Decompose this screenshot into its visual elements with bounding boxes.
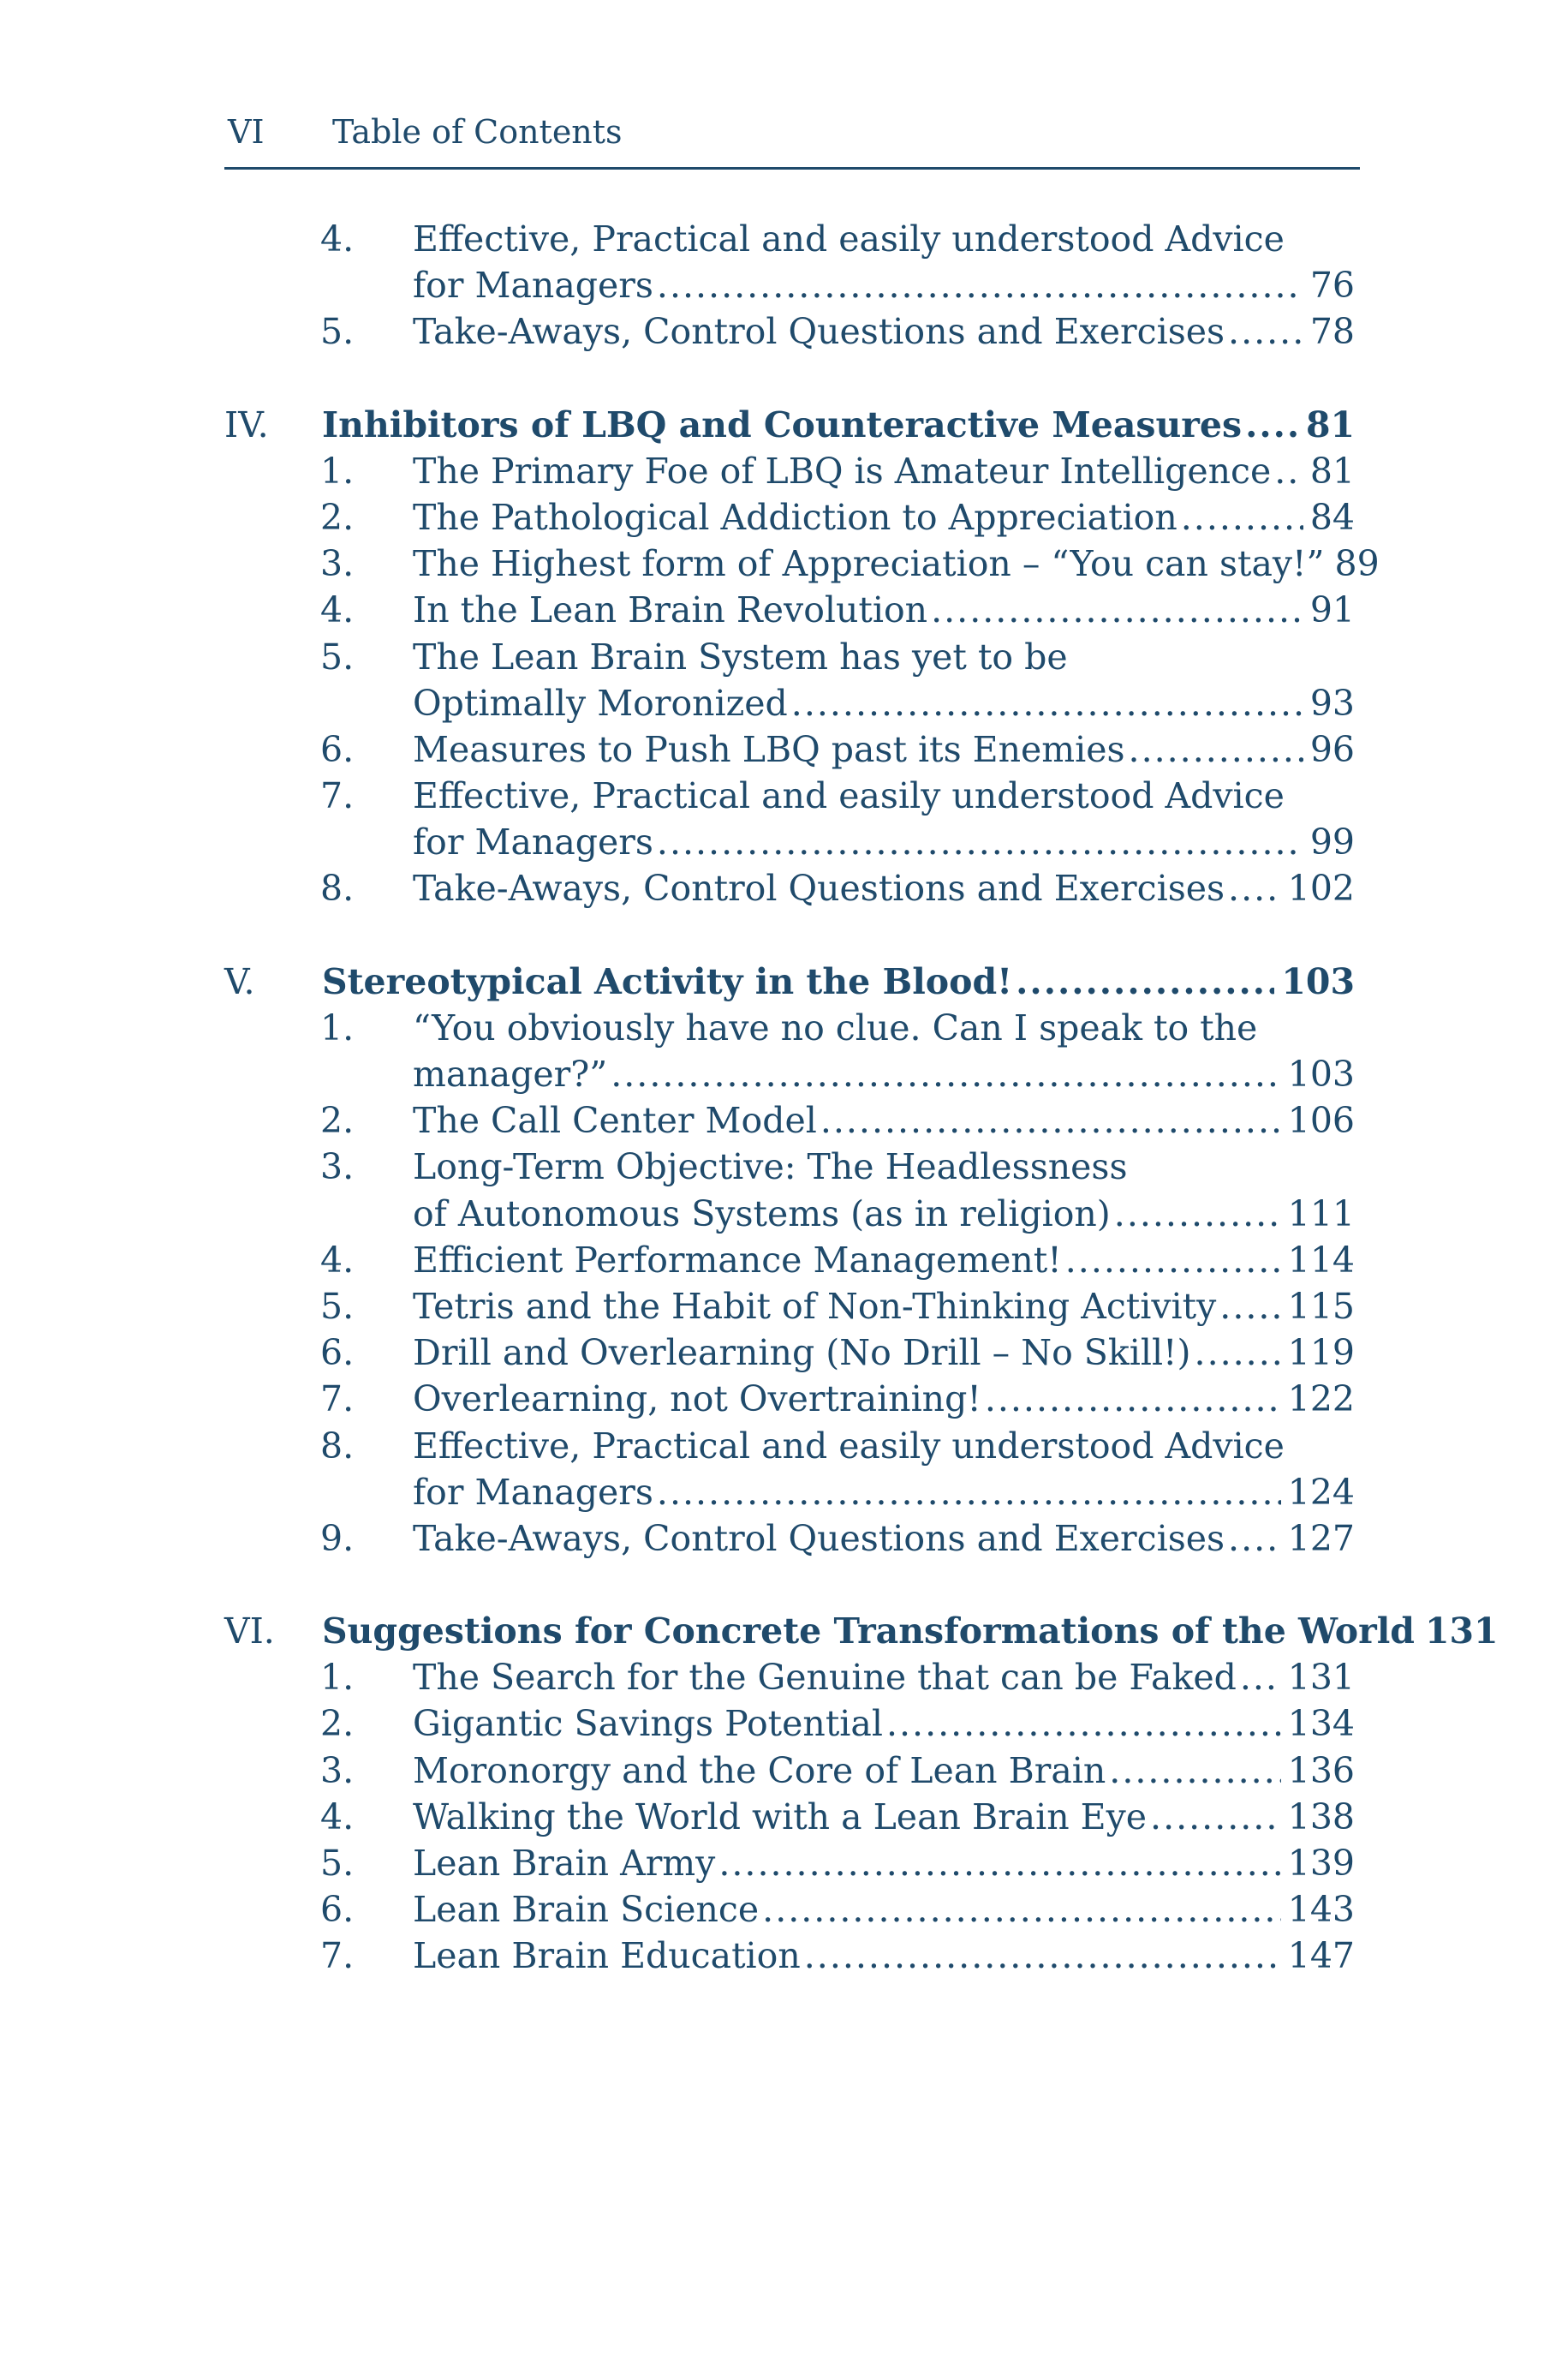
entry-number: 8. (320, 1425, 355, 1467)
entry-title: The Pathological Addiction to Appreciation (413, 496, 1177, 538)
chapter-title: Inhibitors of LBQ and Counteractive Measures (322, 403, 1243, 445)
entry-number: 4. (320, 1239, 355, 1281)
entry-title: Measures to Push LBQ past its Enemies (413, 728, 1125, 770)
entry-page-number: 102 (1287, 868, 1355, 910)
dot-leader (657, 819, 1303, 865)
entry-title: of Autonomous Systems (as in religion) (413, 1192, 1111, 1234)
toc-entry-line[interactable] (224, 1654, 1355, 1700)
dot-leader (1195, 1329, 1281, 1376)
dot-leader (1228, 865, 1281, 911)
toc-entry-line[interactable] (224, 216, 1355, 262)
toc-entry-line[interactable] (224, 1794, 1355, 1840)
entry-number: 2. (320, 1703, 355, 1745)
entry-title: manager?” (413, 1054, 608, 1095)
entry-number: 5. (320, 636, 355, 678)
entry-page-number: 139 (1287, 1843, 1355, 1884)
toc-entry-line[interactable] (224, 1005, 1355, 1051)
entry-number: 5. (320, 1843, 355, 1884)
dot-leader (1150, 1794, 1281, 1840)
toc-chapter-heading[interactable] (224, 959, 1355, 1005)
toc-entry-line[interactable] (224, 726, 1355, 773)
chapter-title: Suggestions for Concrete Transformations of the World (322, 1610, 1415, 1652)
toc-entry-line[interactable] (224, 680, 1355, 726)
dot-leader (791, 680, 1303, 726)
entry-title: Lean Brain Education (413, 1935, 801, 1977)
dot-leader (804, 1933, 1281, 1979)
dot-leader (1219, 1283, 1280, 1329)
chapter-number: IV. (224, 403, 269, 445)
entry-number: 3. (320, 1749, 355, 1791)
entry-page-number: 103 (1287, 1054, 1355, 1095)
entry-page-number: 131 (1287, 1657, 1355, 1699)
entry-title: In the Lean Brain Revolution (413, 589, 928, 631)
entry-title: Efficient Performance Management! (413, 1239, 1062, 1281)
entry-title: Tetris and the Habit of Non-Thinking Activity (413, 1285, 1217, 1327)
page-folio: VI (228, 113, 265, 151)
dot-leader (1114, 1191, 1281, 1237)
entry-title: Effective, Practical and easily understood Advice (413, 775, 1285, 817)
toc-entry-line[interactable] (224, 541, 1380, 587)
entry-title: Drill and Overlearning (No Drill – No Skill!) (413, 1332, 1191, 1374)
dot-leader (1181, 494, 1303, 541)
dot-leader (1016, 959, 1274, 1005)
entry-title: Effective, Practical and easily understood Advice (413, 1425, 1285, 1467)
chapter-page-number: 103 (1281, 960, 1355, 1002)
entry-number: 7. (320, 1378, 355, 1420)
toc-entry-line[interactable] (224, 1886, 1355, 1933)
entry-number: 7. (320, 775, 355, 817)
toc-chapter (224, 216, 1355, 356)
entry-title: Overlearning, not Overtraining! (413, 1378, 981, 1420)
toc-entry-line[interactable] (224, 1329, 1355, 1376)
dot-leader (985, 1376, 1281, 1422)
entry-number: 8. (320, 868, 355, 910)
entry-title: Lean Brain Science (413, 1889, 760, 1931)
dot-leader (1065, 1237, 1281, 1283)
toc-chapter (224, 959, 1355, 1562)
toc-entry-line[interactable] (224, 1376, 1355, 1422)
dot-leader (1245, 402, 1299, 448)
entry-number: 6. (320, 1889, 355, 1931)
dot-leader (1129, 726, 1303, 773)
dot-leader (1228, 308, 1303, 355)
entry-page-number: 136 (1287, 1749, 1355, 1791)
entry-page-number: 91 (1309, 589, 1355, 631)
entry-number: 1. (320, 1657, 355, 1699)
toc-entry-line[interactable] (224, 448, 1355, 494)
dot-leader (820, 1097, 1281, 1144)
toc-entry-line[interactable] (224, 262, 1355, 308)
dot-leader (718, 1840, 1280, 1886)
chapter-number: VI. (224, 1610, 275, 1652)
entry-number: 4. (320, 1795, 355, 1837)
entry-page-number: 124 (1287, 1471, 1355, 1513)
dot-leader (657, 1469, 1281, 1515)
entry-title: for Managers (413, 265, 653, 307)
dot-leader (657, 262, 1303, 308)
toc-entry-line[interactable] (224, 1700, 1355, 1747)
toc-entry-line[interactable] (224, 865, 1355, 911)
entry-title: The Call Center Model (413, 1100, 817, 1142)
toc-entry-line[interactable] (224, 1840, 1355, 1886)
entry-title: “You obviously have no clue. Can I speak to the (413, 1007, 1258, 1049)
entry-number: 1. (320, 450, 355, 492)
toc-entry-line[interactable] (224, 587, 1355, 633)
toc-entry-line[interactable] (224, 1051, 1355, 1097)
entry-number: 6. (320, 1332, 355, 1374)
table-of-contents (224, 216, 1499, 2026)
entry-number: 4. (320, 589, 355, 631)
dot-leader (611, 1051, 1281, 1097)
entry-title: Gigantic Savings Potential (413, 1703, 883, 1745)
entry-number: 3. (320, 543, 355, 585)
toc-entry-line[interactable] (224, 1469, 1355, 1515)
dot-leader (1109, 1748, 1280, 1794)
entry-title: Take-Aways, Control Questions and Exercises (413, 311, 1225, 353)
entry-title: Lean Brain Army (413, 1843, 716, 1884)
running-head-title: Table of Contents (332, 113, 623, 151)
toc-chapter-heading[interactable] (224, 402, 1355, 448)
dot-leader (1228, 1515, 1281, 1562)
entry-page-number: 147 (1287, 1935, 1355, 1977)
toc-entry-line[interactable] (224, 494, 1355, 541)
entry-title: The Lean Brain System has yet to be (413, 636, 1068, 678)
dot-leader (1274, 448, 1303, 494)
chapter-number: V. (224, 960, 255, 1002)
entry-title: The Search for the Genuine that can be Faked (413, 1657, 1237, 1699)
toc-entry-line[interactable] (224, 1423, 1355, 1469)
dot-leader (886, 1700, 1281, 1747)
toc-entry-line[interactable] (224, 308, 1355, 355)
entry-title: Walking the World with a Lean Brain Eye (413, 1795, 1148, 1837)
toc-entry-line[interactable] (224, 773, 1355, 819)
entry-page-number: 115 (1287, 1285, 1355, 1327)
entry-title: The Primary Foe of LBQ is Amateur Intelligence (413, 450, 1272, 492)
entry-number: 3. (320, 1146, 355, 1188)
entry-number: 1. (320, 1007, 355, 1049)
entry-page-number: 99 (1309, 822, 1355, 863)
entry-page-number: 111 (1287, 1192, 1355, 1234)
entry-page-number: 93 (1309, 682, 1355, 724)
entry-title: for Managers (413, 822, 653, 863)
entry-number: 5. (320, 311, 355, 353)
entry-page-number: 119 (1287, 1332, 1355, 1374)
entry-number: 5. (320, 1285, 355, 1327)
entry-title: Take-Aways, Control Questions and Exercises (413, 868, 1225, 910)
chapter-page-number: 131 (1424, 1610, 1499, 1652)
toc-entry-line[interactable] (224, 634, 1355, 680)
dot-leader (762, 1886, 1281, 1933)
toc-entry-line[interactable] (224, 1144, 1355, 1190)
chapter-title: Stereotypical Activity in the Blood! (322, 960, 1013, 1002)
entry-page-number: 106 (1287, 1100, 1355, 1142)
entry-page-number: 138 (1287, 1795, 1355, 1837)
entry-page-number: 84 (1309, 496, 1355, 538)
entry-title: Optimally Moronized (413, 682, 788, 724)
running-head (224, 110, 1360, 170)
entry-page-number: 127 (1287, 1517, 1355, 1559)
entry-number: 9. (320, 1517, 355, 1559)
entry-page-number: 143 (1287, 1889, 1355, 1931)
toc-entry-line[interactable] (224, 1283, 1355, 1329)
entry-title: Effective, Practical and easily understood Advice (413, 218, 1285, 260)
entry-page-number: 76 (1309, 265, 1355, 307)
entry-page-number: 81 (1309, 450, 1355, 492)
entry-number: 2. (320, 496, 355, 538)
entry-number: 7. (320, 1935, 355, 1977)
toc-entry-line[interactable] (224, 1748, 1355, 1794)
chapter-page-number: 81 (1305, 403, 1355, 445)
entry-page-number: 134 (1287, 1703, 1355, 1745)
entry-title: Take-Aways, Control Questions and Exercises (413, 1517, 1225, 1559)
toc-entry-line[interactable] (224, 819, 1355, 865)
dot-leader (931, 587, 1303, 633)
entry-page-number: 78 (1309, 311, 1355, 353)
toc-entry-line[interactable] (224, 1237, 1355, 1283)
toc-entry-line[interactable] (224, 1933, 1355, 1979)
dot-leader (1240, 1654, 1281, 1700)
toc-entry-line[interactable] (224, 1515, 1355, 1562)
entry-number: 2. (320, 1100, 355, 1142)
toc-entry-line[interactable] (224, 1097, 1355, 1144)
entry-title: for Managers (413, 1471, 653, 1513)
entry-title: Long-Term Objective: The Headlessness (413, 1146, 1128, 1188)
entry-title: Moronorgy and the Core of Lean Brain (413, 1749, 1106, 1791)
entry-number: 6. (320, 728, 355, 770)
entry-page-number: 114 (1287, 1239, 1355, 1281)
entry-page-number: 89 (1334, 543, 1380, 585)
toc-entry-line[interactable] (224, 1191, 1355, 1237)
toc-chapter (224, 1608, 1499, 1980)
entry-page-number: 96 (1309, 728, 1355, 770)
entry-page-number: 122 (1287, 1378, 1355, 1420)
toc-chapter-heading[interactable] (224, 1608, 1499, 1654)
entry-number: 4. (320, 218, 355, 260)
entry-title: The Highest form of Appreciation – “You can stay!” (413, 543, 1325, 585)
toc-chapter (224, 402, 1380, 912)
